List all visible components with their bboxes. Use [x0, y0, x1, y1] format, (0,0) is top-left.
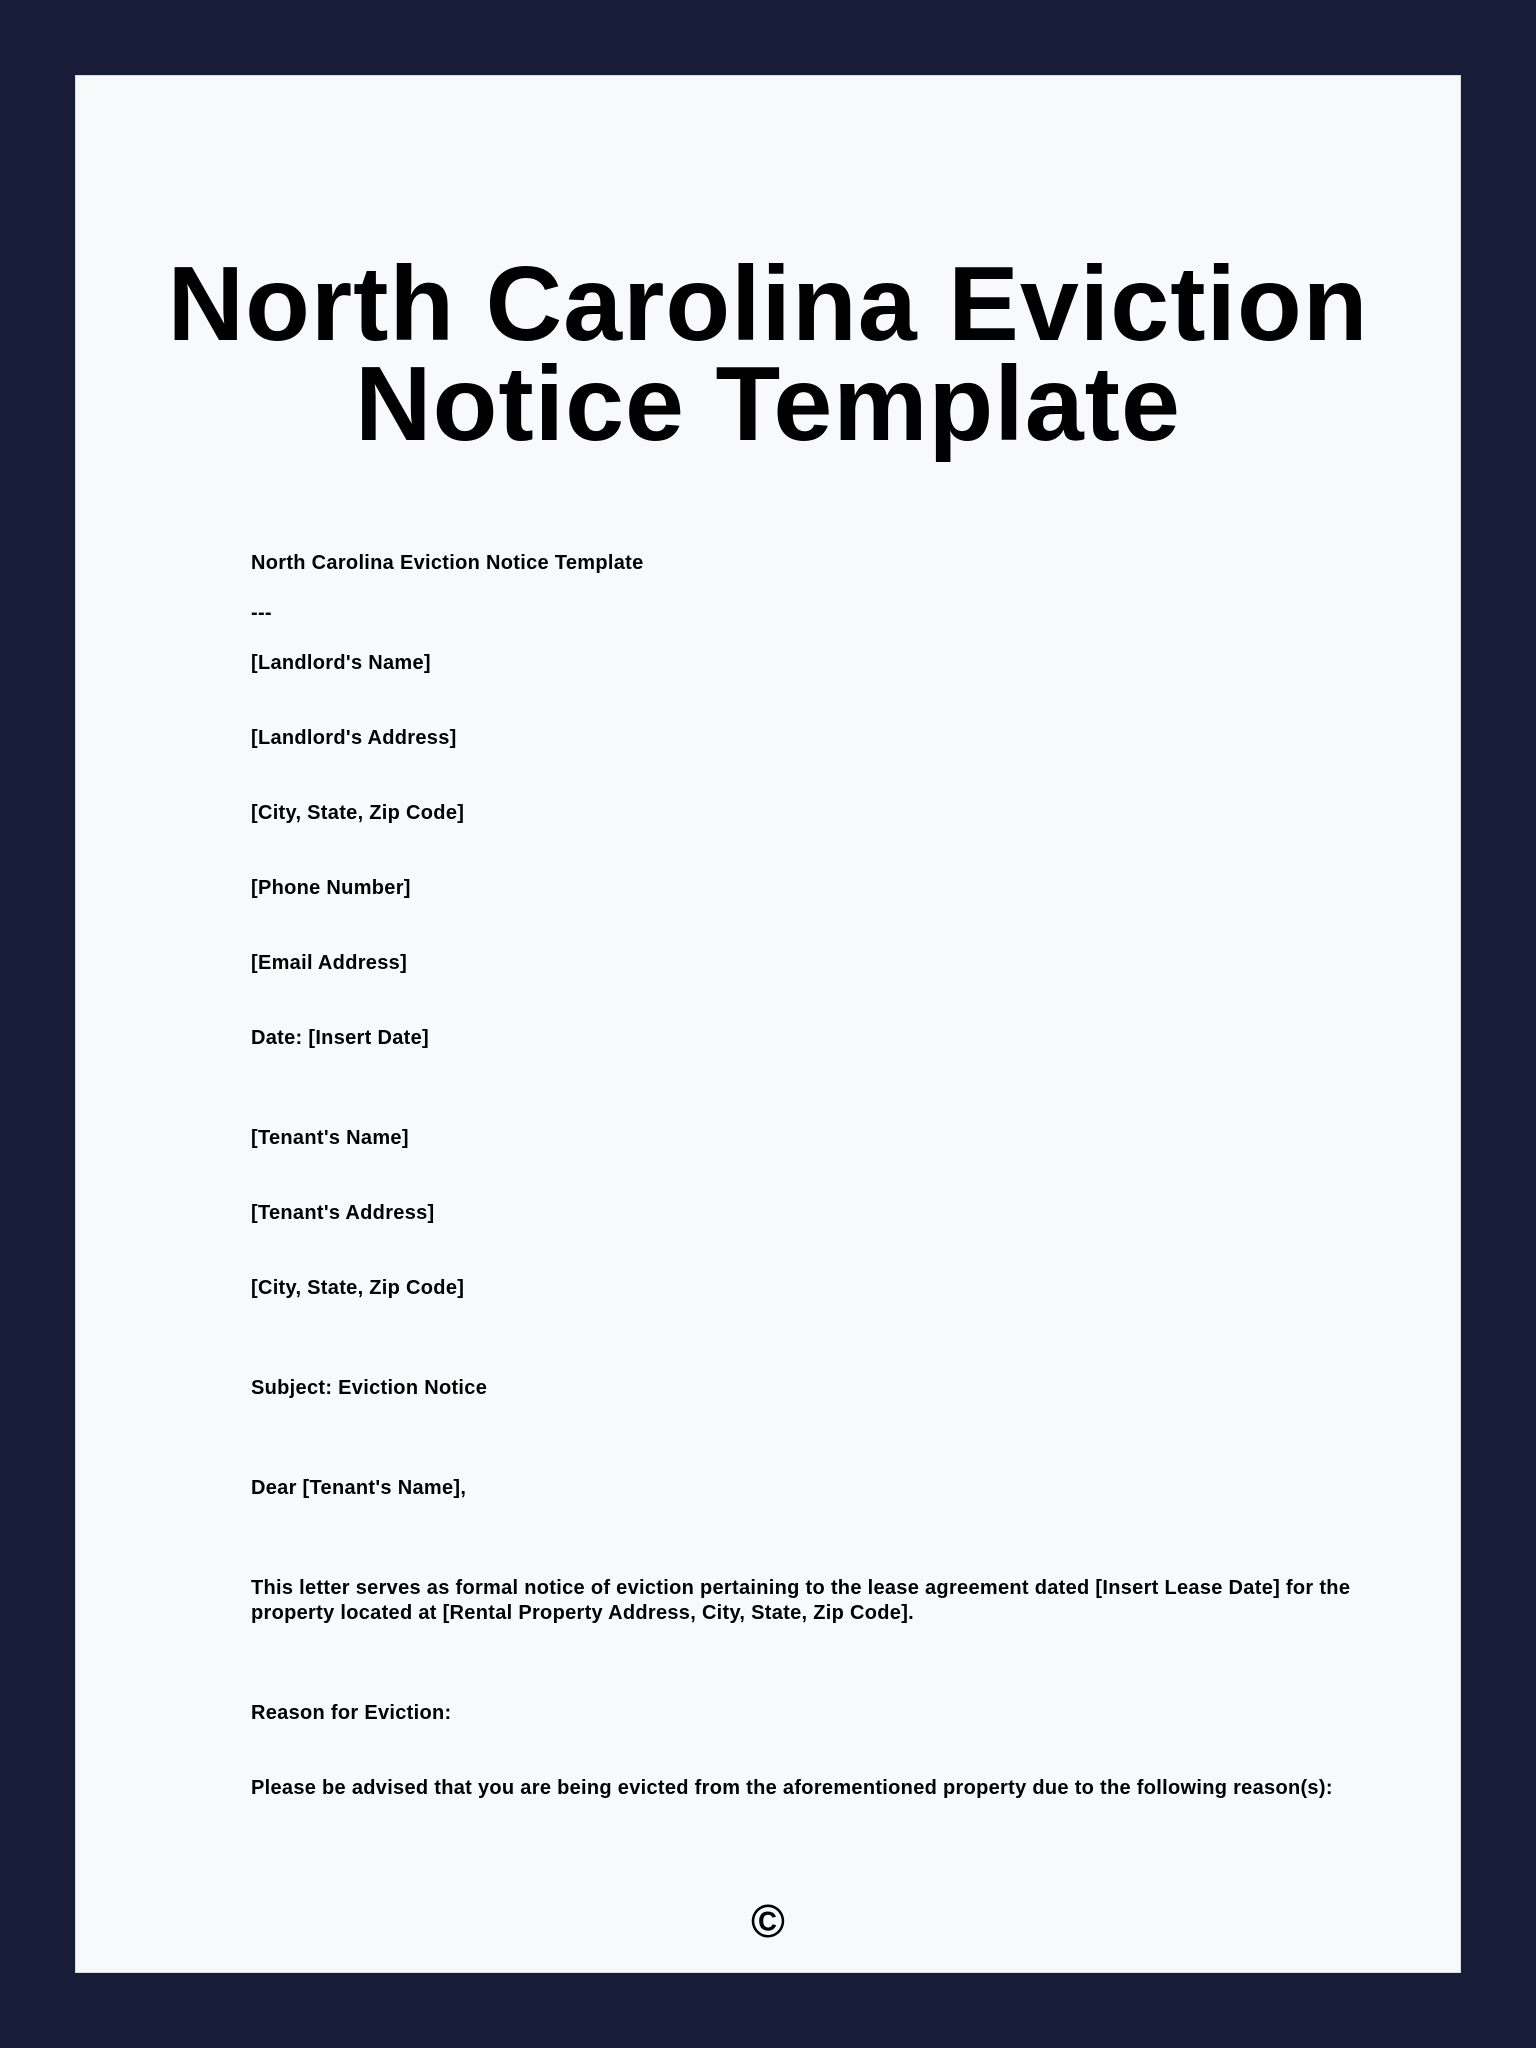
landlord-phone: [Phone Number]	[251, 877, 411, 899]
document-title	[76, 245, 1460, 463]
tenant-address: [Tenant's Address]	[251, 1202, 435, 1224]
copyright-icon: ©	[751, 1895, 785, 1947]
landlord-city-state-zip: [City, State, Zip Code]	[251, 802, 465, 824]
landlord-email: [Email Address]	[251, 952, 408, 974]
separator: ---	[251, 602, 272, 624]
document-page	[75, 75, 1461, 1973]
landlord-name: [Landlord's Name]	[251, 652, 431, 674]
reason-paragraph: Please be advised that you are being evicted from the aforementioned property due to the following reason(s):	[251, 1777, 1333, 1799]
document-heading: North Carolina Eviction Notice Template	[251, 552, 644, 574]
notice-date: Date: [Insert Date]	[251, 1027, 429, 1049]
subject-line: Subject: Eviction Notice	[251, 1377, 488, 1399]
reason-heading: Reason for Eviction:	[251, 1702, 452, 1724]
salutation: Dear [Tenant's Name],	[251, 1477, 467, 1499]
title-line-2: Notice Template	[355, 345, 1181, 463]
tenant-city-state-zip: [City, State, Zip Code]	[251, 1277, 465, 1299]
notice-paragraph: This letter serves as formal notice of eviction pertaining to the lease agreement dated [Insert Lease Date] for the property located at [Rental Property Address, City, State, Zip Code].	[251, 1577, 1357, 1624]
title-line-1: North Carolina Eviction	[167, 245, 1369, 363]
landlord-address: [Landlord's Address]	[251, 727, 457, 749]
tenant-name: [Tenant's Name]	[251, 1127, 409, 1149]
